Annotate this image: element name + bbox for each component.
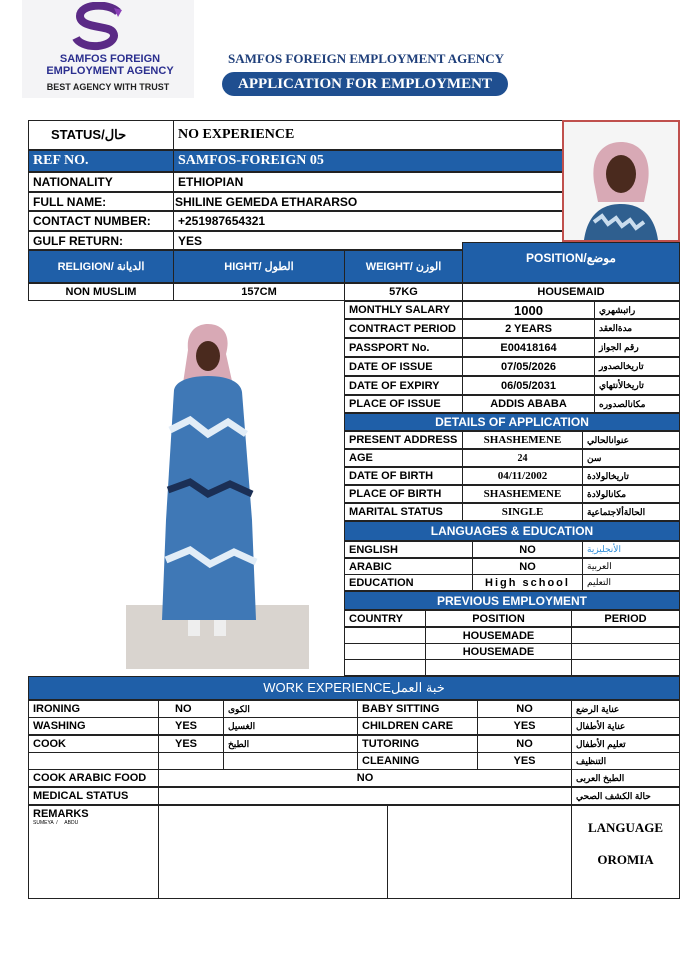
work-right-label: CHILDREN CARE [357,717,478,735]
work-right-label: CLEANING [357,752,478,770]
form-title: APPLICATION FOR EMPLOYMENT [222,72,508,96]
contact-value: +251987654321 [173,211,563,231]
work-left-arabic: الكوى [223,700,358,718]
weight-value: 57KG [344,283,463,301]
logo [22,0,194,98]
language-arabic-label: العربية [582,558,680,575]
job-arabic-label: مكانالصدوره [594,395,680,413]
portrait-photo-icon [564,122,678,240]
language-value: NO [472,541,583,558]
prev-header-position: POSITION [425,610,572,627]
work-left-value: YES [158,735,224,753]
job-arabic-label: تاريخالأنتهاي [594,376,680,395]
prev-country [344,627,426,644]
job-label: PASSPORT No. [344,338,463,357]
fullname-label: FULL NAME: [28,192,174,211]
prev-header-country: COUNTRY [344,610,426,627]
detail-label: AGE [344,449,463,467]
remarks-area-1 [158,805,388,899]
languages-header: LANGUAGES & EDUCATION [344,521,680,541]
language-box [571,805,680,899]
contact-label: CONTACT NUMBER: [28,211,174,231]
detail-label: DATE OF BIRTH [344,467,463,485]
job-label: DATE OF ISSUE [344,357,463,376]
detail-value: SHASHEMENE [462,485,583,503]
work-left-label: IRONING [28,700,159,718]
prev-country [344,659,426,676]
language-label: ARABIC [344,558,473,575]
remarks-area-2 [387,805,572,899]
work-right-label: BABY SITTING [357,700,478,718]
cook-arabic-ar: الطبخ العربى [571,769,680,787]
remarks-box [28,805,159,899]
prev-position [425,659,572,676]
job-label: MONTHLY SALARY [344,301,463,319]
detail-value: 24 [462,449,583,467]
job-value: 1000 [462,301,595,319]
full-body-photo [126,320,309,669]
job-label: PLACE OF ISSUE [344,395,463,413]
height-value: 157CM [173,283,345,301]
work-right-label: TUTORING [357,735,478,753]
ref-value: SAMFOS-FOREIGN 05 [173,150,563,172]
job-arabic-label: مدةالعقد [594,319,680,338]
status-label: STATUS/حال [28,120,174,150]
remarks-label: REMARKS [33,808,89,820]
prev-period [571,627,680,644]
medical-value [158,787,572,805]
full-body-photo-icon [126,320,309,669]
work-experience-header: WORK EXPERIENCEخبة العمل [28,676,680,700]
job-value: 2 YEARS [462,319,595,338]
detail-value: SINGLE [462,503,583,521]
work-right-arabic: التنظيف [571,752,680,770]
work-right-value: NO [477,700,572,718]
work-left-empty [158,752,224,770]
job-value: E00418164 [462,338,595,357]
logo-tagline: BEST AGENCY WITH TRUST [46,82,170,92]
medical-ar: حالة الكشف الصحي [571,787,680,805]
agency-name: SAMFOS FOREIGN EMPLOYMENT AGENCY [228,51,505,66]
detail-label: PRESENT ADDRESS [344,431,463,449]
language-label: EDUCATION [344,574,473,591]
details-header: DETAILS OF APPLICATION [344,413,680,431]
detail-arabic-label: سن [582,449,680,467]
prev-position: HOUSEMADE [425,627,572,644]
work-left-empty [223,752,358,770]
job-value: 07/05/2026 [462,357,595,376]
language-value: NO [472,558,583,575]
ref-label: REF NO. [28,150,174,172]
language-arabic-label: التعليم [582,574,680,591]
prev-period [571,643,680,660]
language-arabic-label: الأنجليزية [582,541,680,558]
logo-line2: EMPLOYMENT AGENCY [46,65,174,77]
logo-s-icon [68,2,128,52]
work-right-value: NO [477,735,572,753]
weight-header: WEIGHT/ الوزن [344,250,463,283]
detail-value: SHASHEMENE [462,431,583,449]
work-left-empty [28,752,159,770]
religion-value: NON MUSLIM [28,283,174,301]
work-right-arabic: عناية الأطفال [571,717,680,735]
remarks-note: SUMEYA / ABDU [33,820,79,826]
language-label: LANGUAGE [587,820,664,835]
job-label: CONTRACT PERIOD [344,319,463,338]
nationality-value: ETHIOPIAN [173,172,563,192]
job-value: 06/05/2031 [462,376,595,395]
prev-position: HOUSEMADE [425,643,572,660]
height-header: HIGHT/ الطول [173,250,345,283]
nationality-label: NATIONALITY [28,172,174,192]
detail-label: MARITAL STATUS [344,503,463,521]
fullname-value: SHILINE GEMEDA ETHARARSO [173,192,563,211]
work-left-value: NO [158,700,224,718]
religion-header: RELIGION/ الديانة [28,250,174,283]
language-label: ENGLISH [344,541,473,558]
detail-value: 04/11/2002 [462,467,583,485]
prev-country [344,643,426,660]
work-left-arabic: الغسيل [223,717,358,735]
detail-arabic-label: عنوانالحالي [582,431,680,449]
prev-header-period: PERIOD [571,610,680,627]
cook-arabic-value: NO [158,769,572,787]
work-left-label: COOK [28,735,159,753]
language-value: High school [472,574,583,591]
job-arabic-label: تاريخالصدور [594,357,680,376]
prev-period [571,659,680,676]
passport-photo [562,120,680,242]
medical-label: MEDICAL STATUS [28,787,159,805]
gulf-label: GULF RETURN: [28,231,174,250]
detail-arabic-label: تاريخالولادة [582,467,680,485]
detail-arabic-label: مكانالولادة [582,485,680,503]
work-right-arabic: عناية الرضع [571,700,680,718]
work-right-arabic: تعليم الأطفال [571,735,680,753]
status-value: NO EXPERIENCE [173,120,563,150]
work-left-arabic: الطبخ [223,735,358,753]
position-header: POSITION/موضع [462,242,680,283]
job-label: DATE OF EXPIRY [344,376,463,395]
position-value: HOUSEMAID [462,283,680,301]
logo-line1: SAMFOS FOREIGN [59,53,161,65]
detail-label: PLACE OF BIRTH [344,485,463,503]
gulf-value: YES [173,231,563,250]
previous-employment-header: PREVIOUS EMPLOYMENT [344,591,680,610]
work-right-value: YES [477,752,572,770]
language-value: OROMIA [597,852,654,867]
job-value: ADDIS ABABA [462,395,595,413]
work-left-value: YES [158,717,224,735]
detail-arabic-label: الحالةألاجتماعية [582,503,680,521]
job-arabic-label: راتبشهري [594,301,680,319]
work-left-label: WASHING [28,717,159,735]
work-right-value: YES [477,717,572,735]
job-arabic-label: رقم الجواز [594,338,680,357]
cook-arabic-label: COOK ARABIC FOOD [28,769,159,787]
